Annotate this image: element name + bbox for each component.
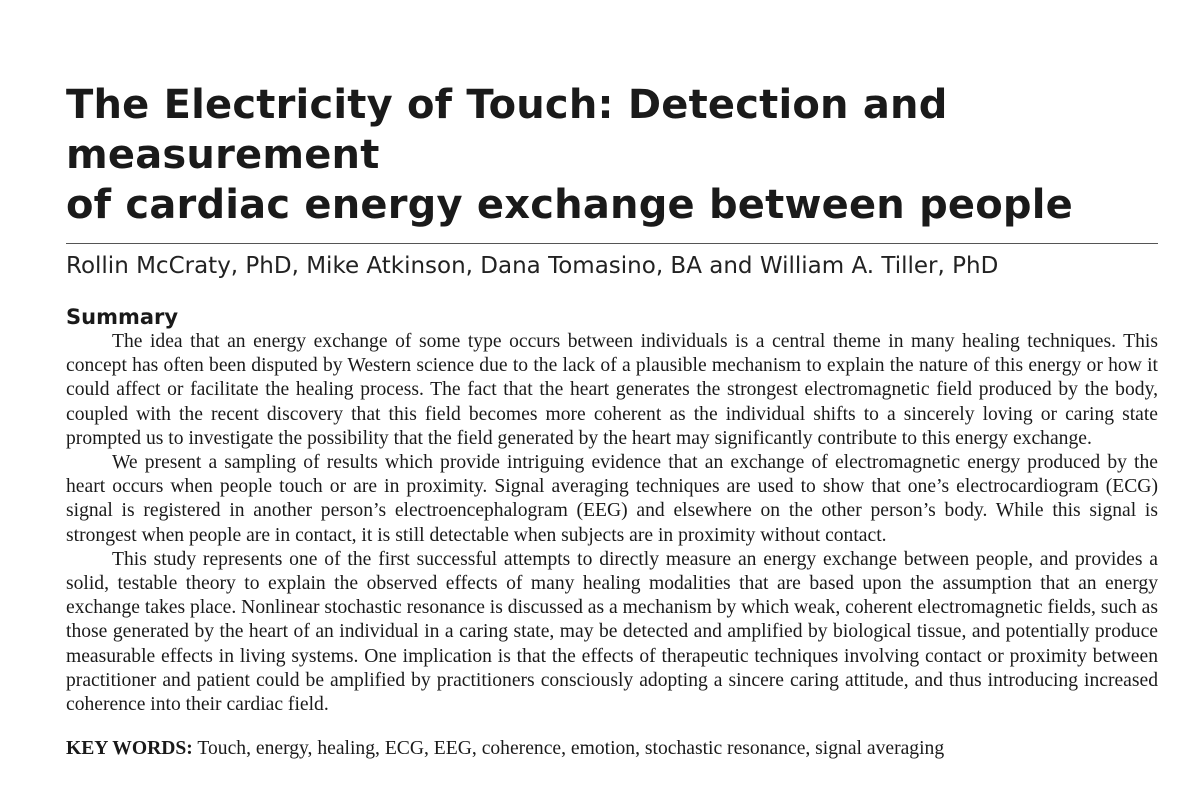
keywords-line	[66, 737, 1158, 761]
paper-title	[66, 80, 1158, 230]
paper-page	[66, 80, 1158, 761]
keywords-label: KEY WORDS:	[66, 738, 193, 760]
summary-paragraph-2: We present a sampling of results which provide intriguing evidence that an exchange of electromagnetic energy produced by the heart occurs when people touch or are in proximity. Signal averaging techniques are used to show that one’s electrocardiogram (ECG) signal is registered in another person’s electroencephalogram (EEG) and elsewhere on the other person’s body. While this signal is strongest when people are in contact, it is still detectable when subjects are in proximity without contact.	[66, 452, 1158, 546]
summary-heading: Summary	[66, 305, 179, 329]
author-list: Rollin McCraty, PhD, Mike Atkinson, Dana Tomasino, BA and William A. Tiller, PhD	[66, 253, 999, 279]
summary-paragraph-1: The idea that an energy exchange of some type occurs between individuals is a central theme in many healing techniques. This concept has often been disputed by Western science due to the lack of a plausible mechanism to explain the nature of this energy or how it could affect or facilitate the healing process. The fact that the heart generates the strongest electromagnetic field produced by the body, coupled with the recent discovery that this field becomes more coherent as the individual shifts to a sincerely loving or caring state prompted us to investigate the possibility that the field generated by the heart may significantly contribute to this energy exchange.	[66, 331, 1158, 449]
summary-body	[66, 330, 1158, 717]
summary-paragraph-3: This study represents one of the first successful attempts to directly measure an energy exchange between people, and provides a solid, testable theory to explain the observed effects of many healing modalities that are based upon the assumption that an energy exchange takes place. Nonlinear stochastic resonance is discussed as a mechanism by which weak, coherent electromagnetic fields, such as those generated by the heart of an individual in a caring state, may be detected and amplified by biological tissue, and potentially produce measurable effects in living systems. One implication is that the effects of therapeutic techniques involving contact or proximity between practitioner and patient could be amplified by practitioners consciously adopting a sincere caring attitude, and thus introducing increased coherence into their cardiac field.	[66, 548, 1158, 716]
title-line-1: The Electricity of Touch: Detection and measurement	[66, 82, 948, 178]
title-line-2: of cardiac energy exchange between people	[66, 182, 1073, 228]
keywords-list: Touch, energy, healing, ECG, EEG, coherence, emotion, stochastic resonance, signal averaging	[197, 738, 945, 760]
title-divider	[66, 243, 1158, 244]
